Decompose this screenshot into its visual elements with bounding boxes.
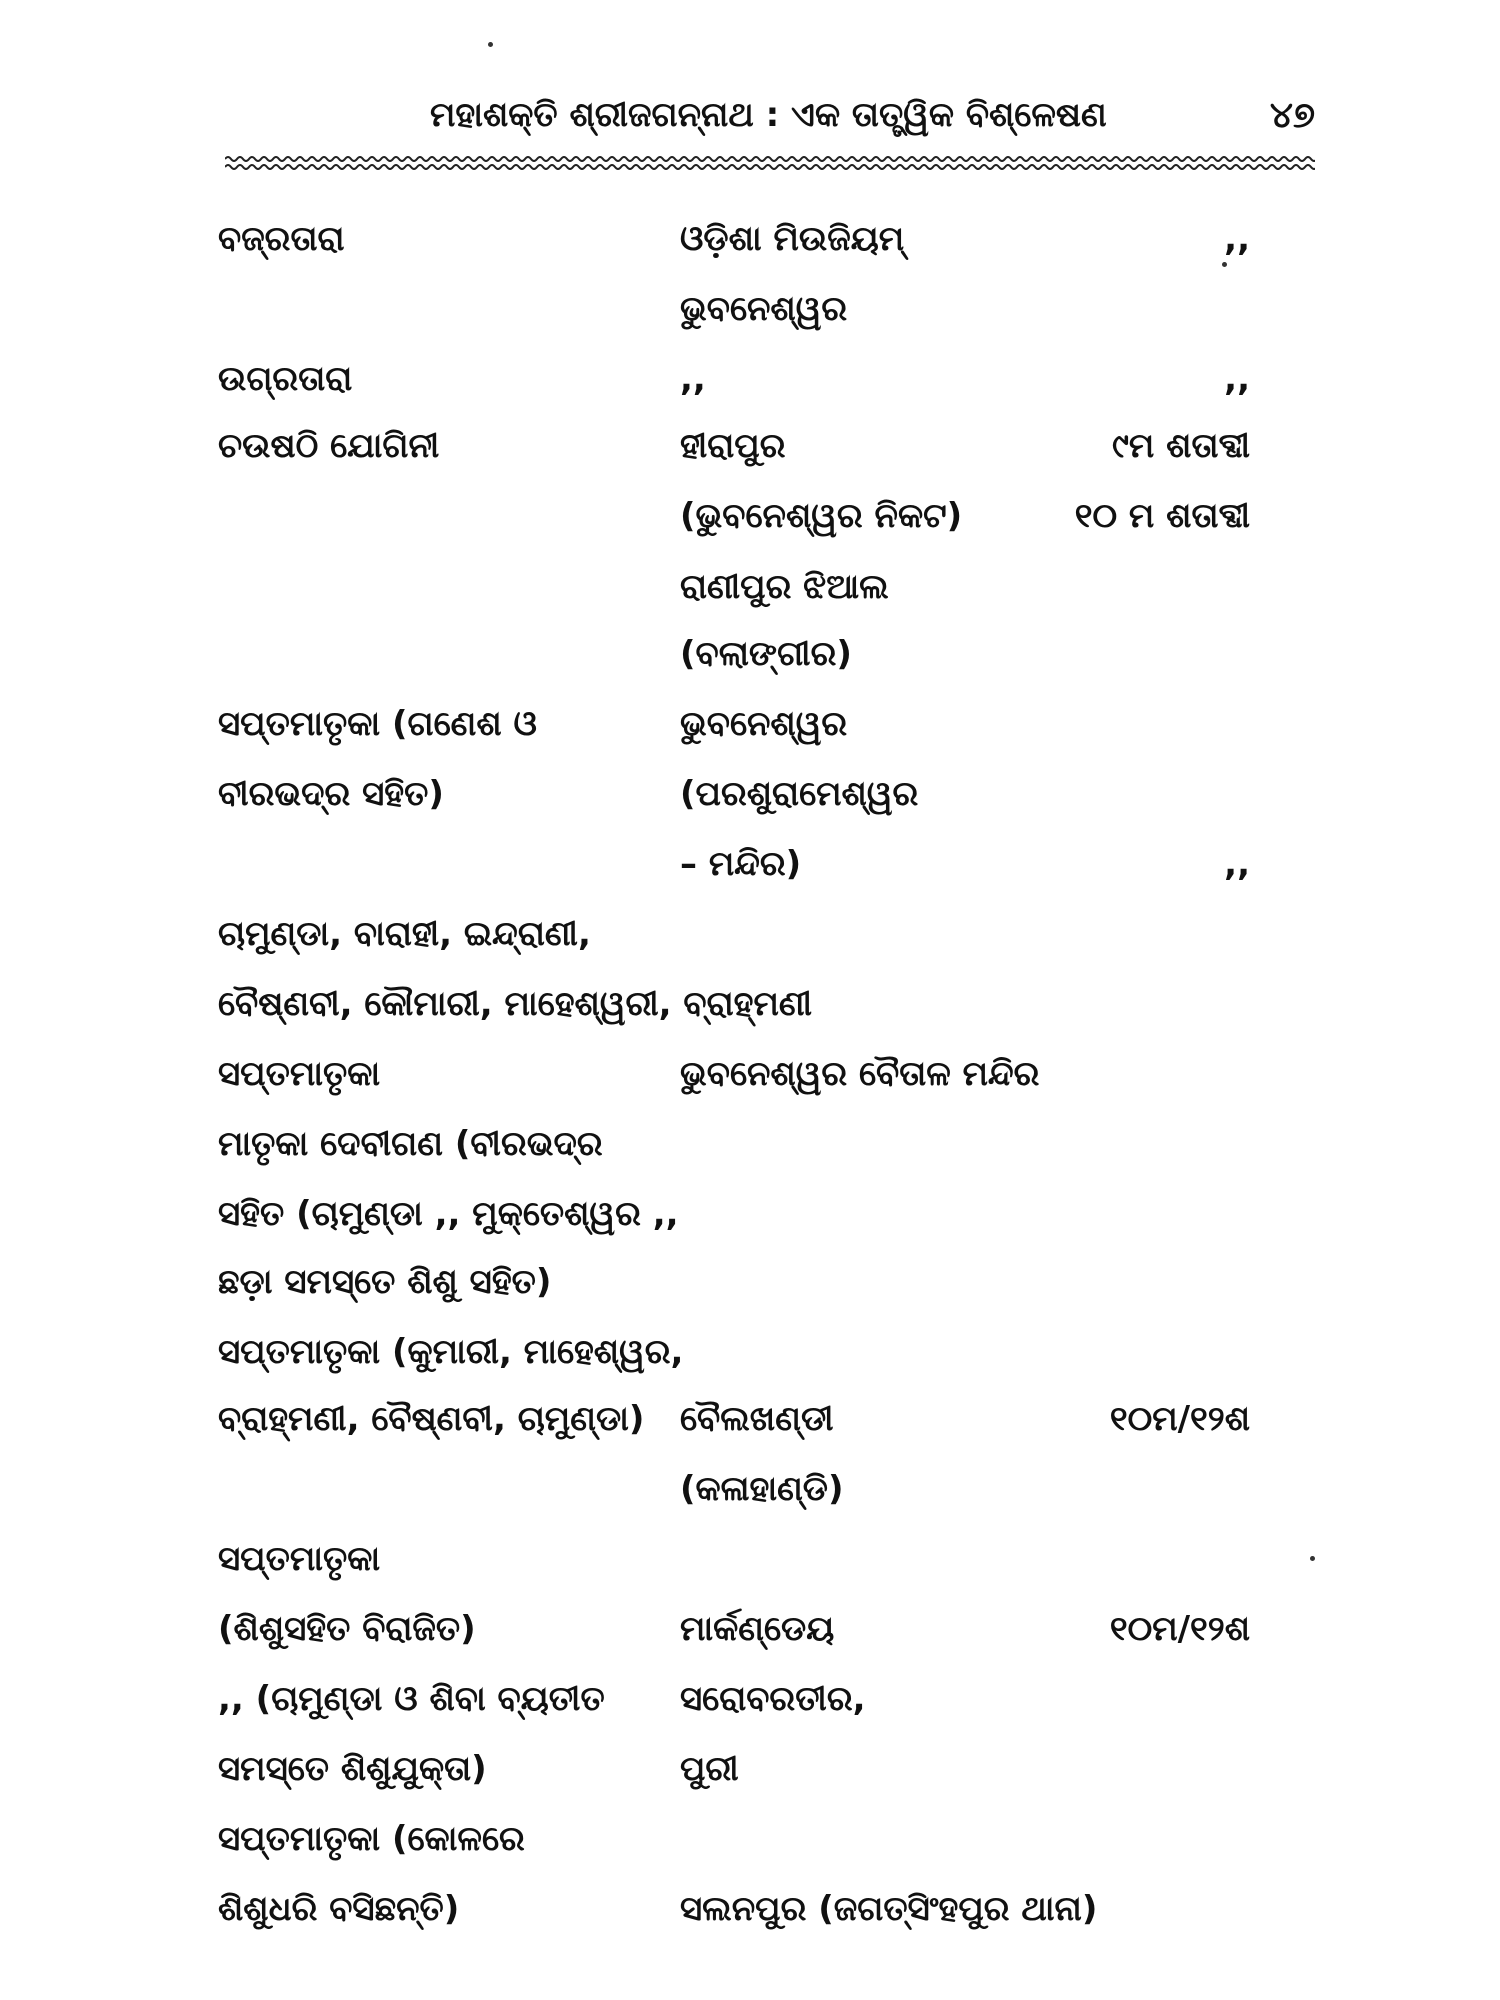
table-row bbox=[0, 1535, 1500, 1595]
location-cell: ମାର୍କଣ୍ଡେୟ bbox=[680, 1609, 835, 1649]
deity-cell: ସପ୍ତମାତୃକା (କୁମାରୀ, ମାହେଶ୍ୱର, bbox=[218, 1332, 684, 1372]
deity-cell: ସପ୍ତମାତୃକା (ଗଣେଶ ଓ bbox=[218, 704, 537, 744]
location-cell: ସରୋବରତୀର, bbox=[680, 1679, 866, 1719]
table-row bbox=[0, 1605, 1500, 1665]
period-cell: ୧୦ମ/୧୨ଶ bbox=[1109, 1399, 1250, 1439]
table-row bbox=[0, 1190, 1500, 1250]
period-cell: ୯ମ ଶତାବ୍ଦୀ bbox=[1112, 426, 1250, 466]
table-row bbox=[0, 1815, 1500, 1875]
table-row bbox=[0, 700, 1500, 760]
table-row bbox=[0, 1050, 1500, 1110]
period-cell: ,, bbox=[1224, 219, 1250, 259]
table-row bbox=[0, 1465, 1500, 1525]
location-cell: ଭୁବନେଶ୍ୱର ବୈତାଳ ମନ୍ଦିର bbox=[680, 1054, 1040, 1094]
page-number: ୪୭ bbox=[1269, 95, 1315, 136]
location-cell: ସଲନପୁର (ଜଗତ୍‌ସିଂହପୁର ଥାନା) bbox=[680, 1889, 1098, 1929]
header-title: ମହାଶକ୍ତି ଶ୍ରୀଜଗନ୍ନାଥ : ଏକ ତାତ୍ତ୍ୱିକ ବିଶ୍ଳେଷଣ bbox=[430, 95, 1107, 135]
deity-cell: ଚଉଷଠି ଯୋଗିନୀ bbox=[218, 426, 440, 466]
deity-cell: ସପ୍ତମାତୃକା bbox=[218, 1054, 381, 1094]
location-cell: ରାଣୀପୁର ଝିଆଲ bbox=[680, 567, 889, 607]
location-cell: (ପରଶୁରାମେଶ୍ୱର bbox=[680, 774, 919, 814]
table-row bbox=[0, 563, 1500, 623]
period-cell: ୧୦ମ/୧୨ଶ bbox=[1109, 1609, 1250, 1649]
table-row bbox=[0, 355, 1500, 415]
location-cell: – ମନ୍ଦିର) bbox=[680, 844, 802, 884]
location-cell: (ଭୁବନେଶ୍ୱର ନିକଟ) bbox=[680, 496, 963, 536]
location-cell: ହୀରାପୁର bbox=[680, 426, 786, 466]
table-row bbox=[0, 840, 1500, 900]
table-row bbox=[0, 1328, 1500, 1388]
deity-cell: ଶିଶୁଧରି ବସିଛନ୍ତି) bbox=[218, 1889, 460, 1929]
location-cell: ଓଡ଼ିଶା ମିଉଜିୟମ୍ bbox=[680, 219, 905, 259]
location-cell: ଭୁବନେଶ୍ୱର bbox=[680, 704, 848, 744]
table-row bbox=[0, 770, 1500, 830]
period-cell: ୧୦ ମ ଶତାବ୍ଦୀ bbox=[1074, 496, 1250, 536]
deity-cell: ସମସ୍ତେ ଶିଶୁଯୁକ୍ତା) bbox=[218, 1749, 487, 1789]
location-cell: ପୁରୀ bbox=[680, 1749, 739, 1789]
deity-cell: ଚାମୁଣ୍ଡା, ବାରାହୀ, ଇନ୍ଦ୍ରାଣୀ, bbox=[218, 914, 591, 954]
speck bbox=[488, 42, 493, 47]
deity-cell: ବୈଷ୍ଣବୀ, କୌମାରୀ, ମାହେଶ୍ୱରୀ, ବ୍ରାହ୍ମଣୀ bbox=[218, 984, 813, 1024]
deity-cell: ବୀରଭଦ୍ର ସହିତ) bbox=[218, 774, 444, 814]
deity-cell: ଛଡ଼ା ସମସ୍ତେ ଶିଶୁ ସହିତ) bbox=[218, 1262, 552, 1302]
location-cell: ବୈଲଖଣ୍ଡୀ bbox=[680, 1399, 834, 1439]
table-row bbox=[0, 980, 1500, 1040]
deity-cell: ସପ୍ତମାତୃକା (କୋଳରେ bbox=[218, 1819, 525, 1859]
period-cell: ,, bbox=[1224, 359, 1250, 399]
table-row bbox=[0, 422, 1500, 482]
table-row bbox=[0, 492, 1500, 552]
location-cell: (ବଲାଙ୍ଗୀର) bbox=[680, 634, 852, 674]
deity-cell: ବଜ୍ରତାରା bbox=[218, 219, 345, 259]
table-row bbox=[0, 285, 1500, 345]
period-cell: ,, bbox=[1224, 844, 1250, 884]
location-cell: (କଳାହାଣ୍ଡି) bbox=[680, 1469, 844, 1509]
deity-cell: ମାତୃକା ଦେବୀଗଣ (ବୀରଭଦ୍ର bbox=[218, 1124, 603, 1164]
table-row bbox=[0, 1258, 1500, 1318]
deity-cell: ବ୍ରାହ୍ମଣୀ, ବୈଷ୍ଣବୀ, ଚାମୁଣ୍ଡା) bbox=[218, 1399, 645, 1439]
table-row bbox=[0, 1745, 1500, 1805]
location-cell: ,, bbox=[680, 359, 706, 399]
deity-cell: ସହିତ (ଚାମୁଣ୍ଡା ,, ମୁକ୍ତେଶ୍ୱର ,, bbox=[218, 1194, 679, 1234]
deity-cell: ଉଗ୍ରତାରା bbox=[218, 359, 353, 399]
table-row bbox=[0, 1675, 1500, 1735]
deity-cell: (ଶିଶୁସହିତ ବିରାଜିତ) bbox=[218, 1609, 476, 1649]
table-row bbox=[0, 1885, 1500, 1945]
table-row bbox=[0, 910, 1500, 970]
table-row bbox=[0, 630, 1500, 690]
table-row bbox=[0, 1395, 1500, 1455]
wavy-rule bbox=[225, 152, 1315, 174]
running-header bbox=[225, 95, 1315, 155]
location-cell: ଭୁବନେଶ୍ୱର bbox=[680, 289, 848, 329]
deity-cell: ,, (ଚାମୁଣ୍ଡା ଓ ଶିବା ବ୍ୟତୀତ bbox=[218, 1679, 605, 1719]
table-row bbox=[0, 215, 1500, 275]
deity-cell: ସପ୍ତମାତୃକା bbox=[218, 1539, 381, 1579]
table-row bbox=[0, 1120, 1500, 1180]
